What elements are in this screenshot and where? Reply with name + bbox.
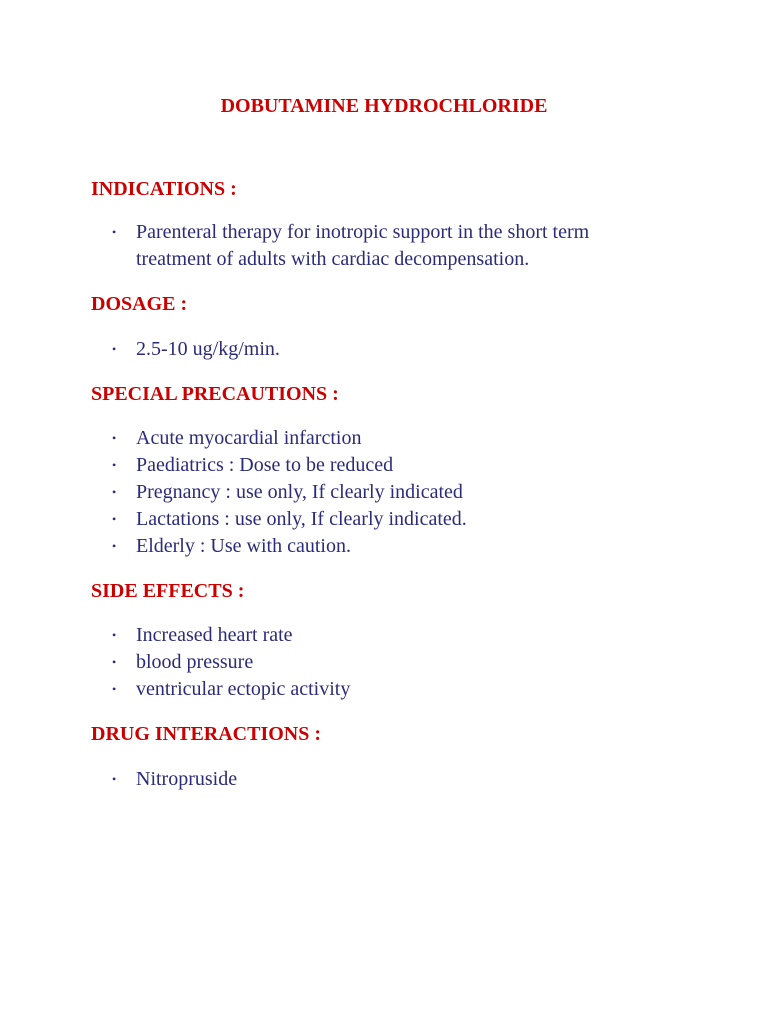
bullet-icon: • <box>112 225 117 239</box>
section-heading-indications: INDICATIONS : <box>91 178 237 200</box>
list-item <box>0 219 768 273</box>
bullet-icon: • <box>112 485 117 499</box>
side-effects-list <box>0 622 768 703</box>
list-item-text: blood pressure <box>136 651 254 673</box>
list-item <box>0 533 768 560</box>
list-item-text: Elderly : Use with caution. <box>136 535 351 557</box>
section-heading-special-precautions: SPECIAL PRECAUTIONS : <box>91 383 339 405</box>
section-heading-side-effects: SIDE EFFECTS : <box>91 580 245 602</box>
list-item <box>0 622 768 649</box>
bullet-icon: • <box>112 342 117 356</box>
list-item-text: Acute myocardial infarction <box>136 427 362 449</box>
indications-list <box>0 219 768 273</box>
list-item <box>0 452 768 479</box>
bullet-icon: • <box>112 628 117 642</box>
list-item <box>0 766 768 793</box>
list-item <box>0 479 768 506</box>
list-item-text: 2.5-10 ug/kg/min. <box>136 338 280 360</box>
list-item <box>0 649 768 676</box>
bullet-icon: • <box>112 772 117 786</box>
bullet-icon: • <box>112 682 117 696</box>
list-item-text: Nitropruside <box>136 768 238 790</box>
list-item-text: Lactations : use only, If clearly indicated. <box>136 508 467 530</box>
bullet-icon: • <box>112 655 117 669</box>
section-heading-drug-interactions: DRUG INTERACTIONS : <box>91 723 322 745</box>
list-item <box>0 336 768 363</box>
list-item-text: Increased heart rate <box>136 624 293 646</box>
document-title: DOBUTAMINE HYDROCHLORIDE <box>220 95 548 117</box>
bullet-icon: • <box>112 458 117 472</box>
drug-interactions-list <box>0 766 768 793</box>
list-item-text: ventricular ectopic activity <box>136 678 351 700</box>
list-item-text: Pregnancy : use only, If clearly indicated <box>136 481 463 503</box>
dosage-list <box>0 336 768 363</box>
bullet-icon: • <box>112 431 117 445</box>
list-item-text: Parenteral therapy for inotropic support in the short term treatment of adults with cardiac decompensation. <box>136 221 590 270</box>
list-item-text: Paediatrics : Dose to be reduced <box>136 454 394 476</box>
bullet-icon: • <box>112 539 117 553</box>
special-precautions-list <box>0 425 768 560</box>
section-heading-dosage: DOSAGE : <box>91 293 188 315</box>
list-item <box>0 506 768 533</box>
list-item <box>0 425 768 452</box>
bullet-icon: • <box>112 512 117 526</box>
list-item <box>0 676 768 703</box>
